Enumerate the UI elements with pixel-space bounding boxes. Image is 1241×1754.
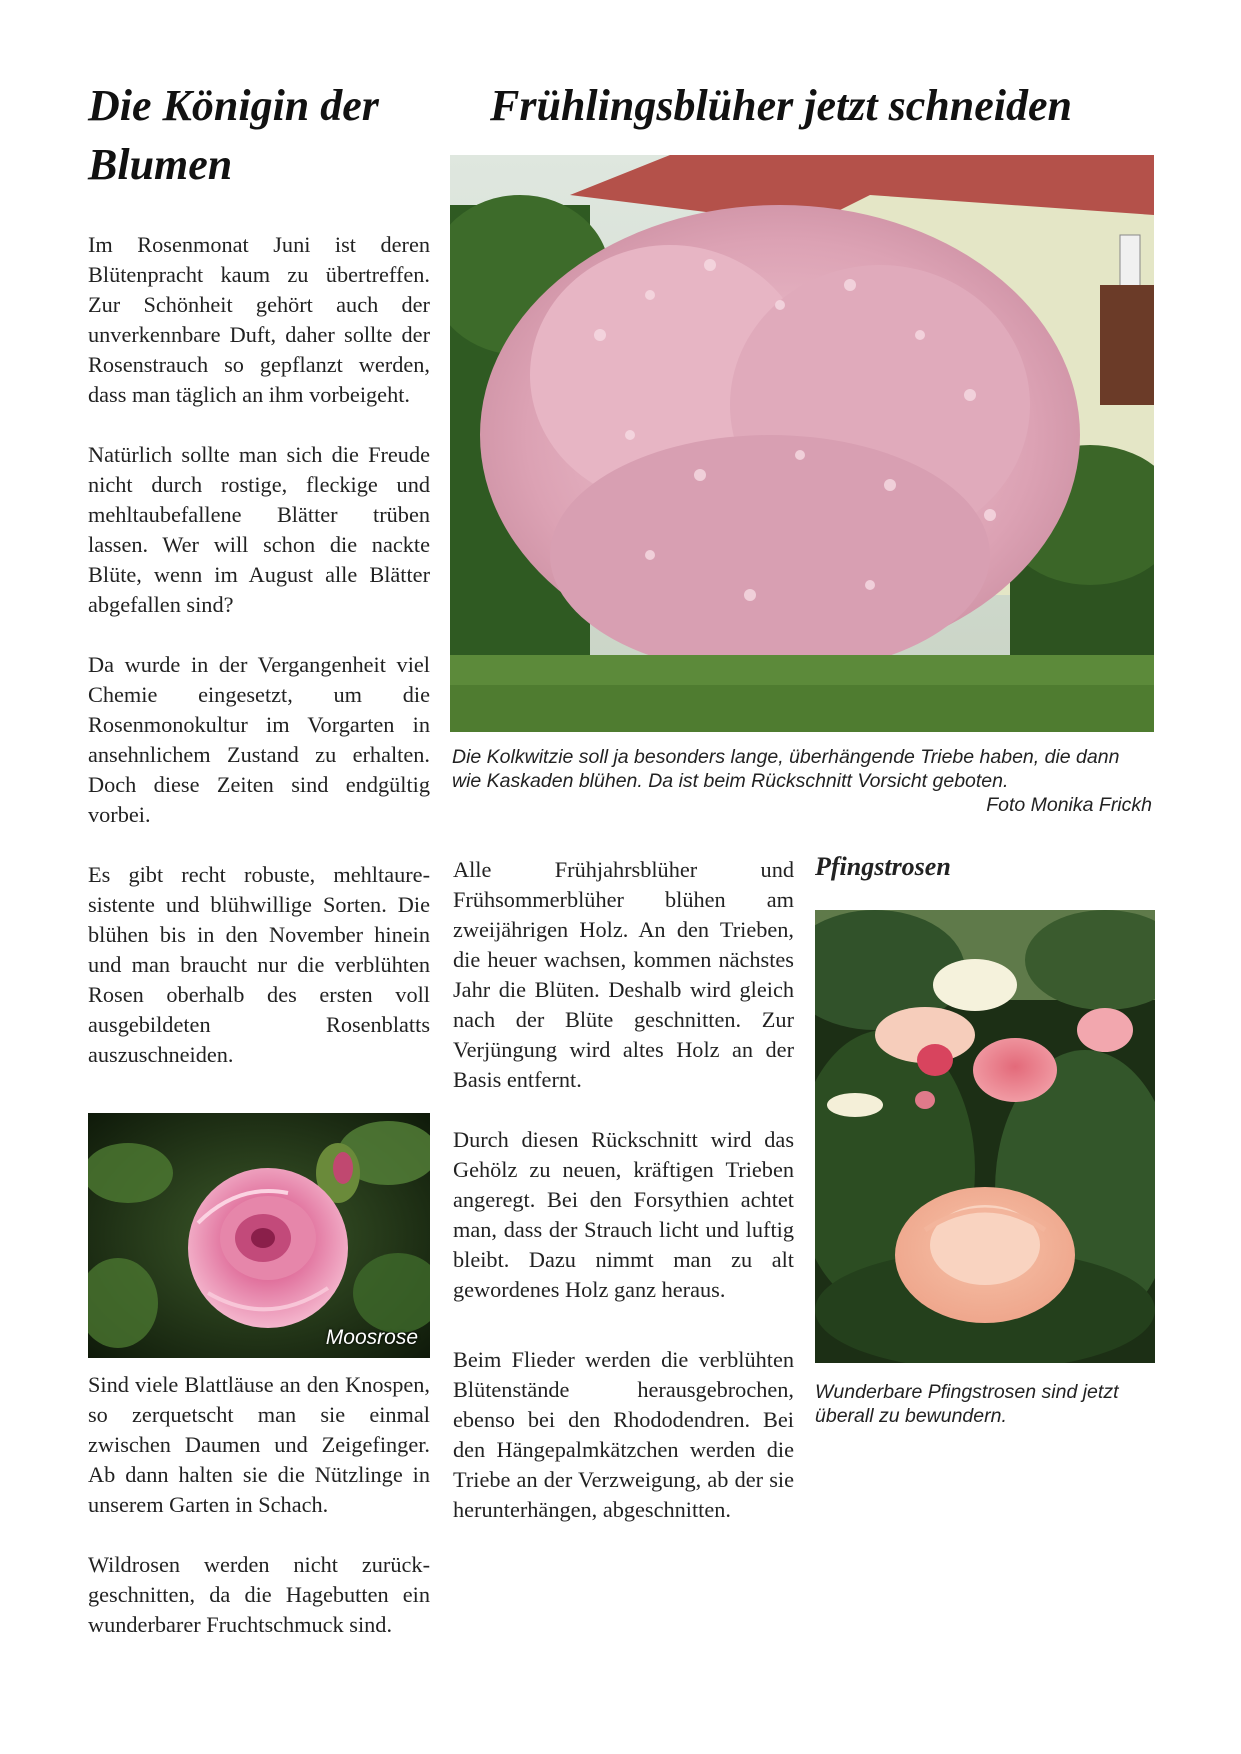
- kolkwitzia-caption: [452, 745, 1152, 817]
- left-article-title: Die Königin der Blumen: [88, 81, 379, 189]
- pfingstrosen-heading: Pfingstrosen: [815, 852, 951, 881]
- kolkwitzia-caption-text: Die Kolkwitzie soll ja besonders lange, überhängende Triebe haben, die dann wie Kaskaden blühen. Da ist beim Rückschnitt Vorsicht geboten.: [452, 746, 1120, 792]
- left-paragraph-6: Wildrosen werden nicht zurückgeschnitten, da die Hagebutten ein wunderbarer Fruchtschmuck sind.: [88, 1552, 430, 1637]
- photo-credit: Foto Monika Frickh: [986, 794, 1152, 816]
- pfingstrosen-image: [815, 910, 1155, 1363]
- right-paragraph-1: Alle Frühjahrsblüher und Frühsommerblüher blühen am zweijährigen Holz. An den Trieben, die heuer wachsen, kommen nächstes Jahr die Blüten. Deshalb wird gleich nach der Blüte geschnitten. Zur Verjüngung wird altes Holz an der Basis entfernt.: [453, 857, 794, 1092]
- left-paragraph-2: Natürlich sollte man sich die Freude nicht durch rostige, fleckige und mehltaubefallene Blätter trüben lassen. Wer will schon die nackte Blüte, wenn im August alle Blätter abgefallen sind?: [88, 442, 430, 617]
- right-article-body: [453, 855, 794, 1525]
- kolkwitzia-image: [450, 155, 1154, 732]
- right-article-title: Frühlingsblüher jetzt schneiden: [490, 81, 1072, 130]
- left-paragraph-5: Sind viele Blattläuse an den Knospen, so zerquetscht man sie einmal zwischen Daumen und Zeigefinger. Ab dann halten sie die Nützlinge in unserem Garten in Schach.: [88, 1372, 430, 1517]
- kolkwitzia-photo: [450, 155, 1154, 732]
- right-paragraph-3: Beim Flieder werden die verblühten Blütenstände herausgebrochen, ebenso bei den Rhododendren. Bei den Hängepalmkätzchen werden die Triebe an der Verzweigung, ab der sie herunterhängen, abgeschnitten.: [453, 1347, 794, 1522]
- left-paragraph-1: Im Rosenmonat Juni ist deren Blütenpracht kaum zu übertreffen. Zur Schönheit gehört auch der unverkennbare Duft, daher sollte der Rosenstrauch so gepflanzt werden, dass man täglich an ihm vorbeigeht.: [88, 232, 430, 407]
- left-article-body-continued: [88, 1370, 430, 1640]
- moosrose-label: Moosrose: [325, 1326, 418, 1349]
- right-paragraph-2: Durch diesen Rückschnitt wird das Gehölz zu neuen, kräftigen Trieben angeregt. Bei den Forsythien achtet man, dass der Strauch licht und luftig bleibt. Dazu nimmt man zu alt gewordenes Holz ganz heraus.: [453, 1127, 794, 1302]
- left-article-body: [88, 230, 430, 1070]
- left-paragraph-3: Da wurde in der Vergangenheit viel Chemie eingesetzt, um die Rosenmonokultur im Vorgarten in ansehnlichem Zustand zu erhalten. Doch diese Zeiten sind endgültig vorbei.: [88, 652, 430, 827]
- pfingstrosen-caption: Wunderbare Pfingstrosen sind jetzt überall zu bewundern.: [815, 1381, 1119, 1427]
- moosrose-photo: [88, 1113, 430, 1358]
- left-paragraph-4: Es gibt recht robuste, mehltauresistente und blühwillige Sorten. Die blühen bis in den November hinein und man braucht nur die verblühten Rosen oberhalb des ersten voll ausgebildeten Rosenblatts auszuschneiden.: [88, 862, 430, 1067]
- moosrose-image: [88, 1113, 430, 1358]
- pfingstrosen-photo: [815, 910, 1155, 1363]
